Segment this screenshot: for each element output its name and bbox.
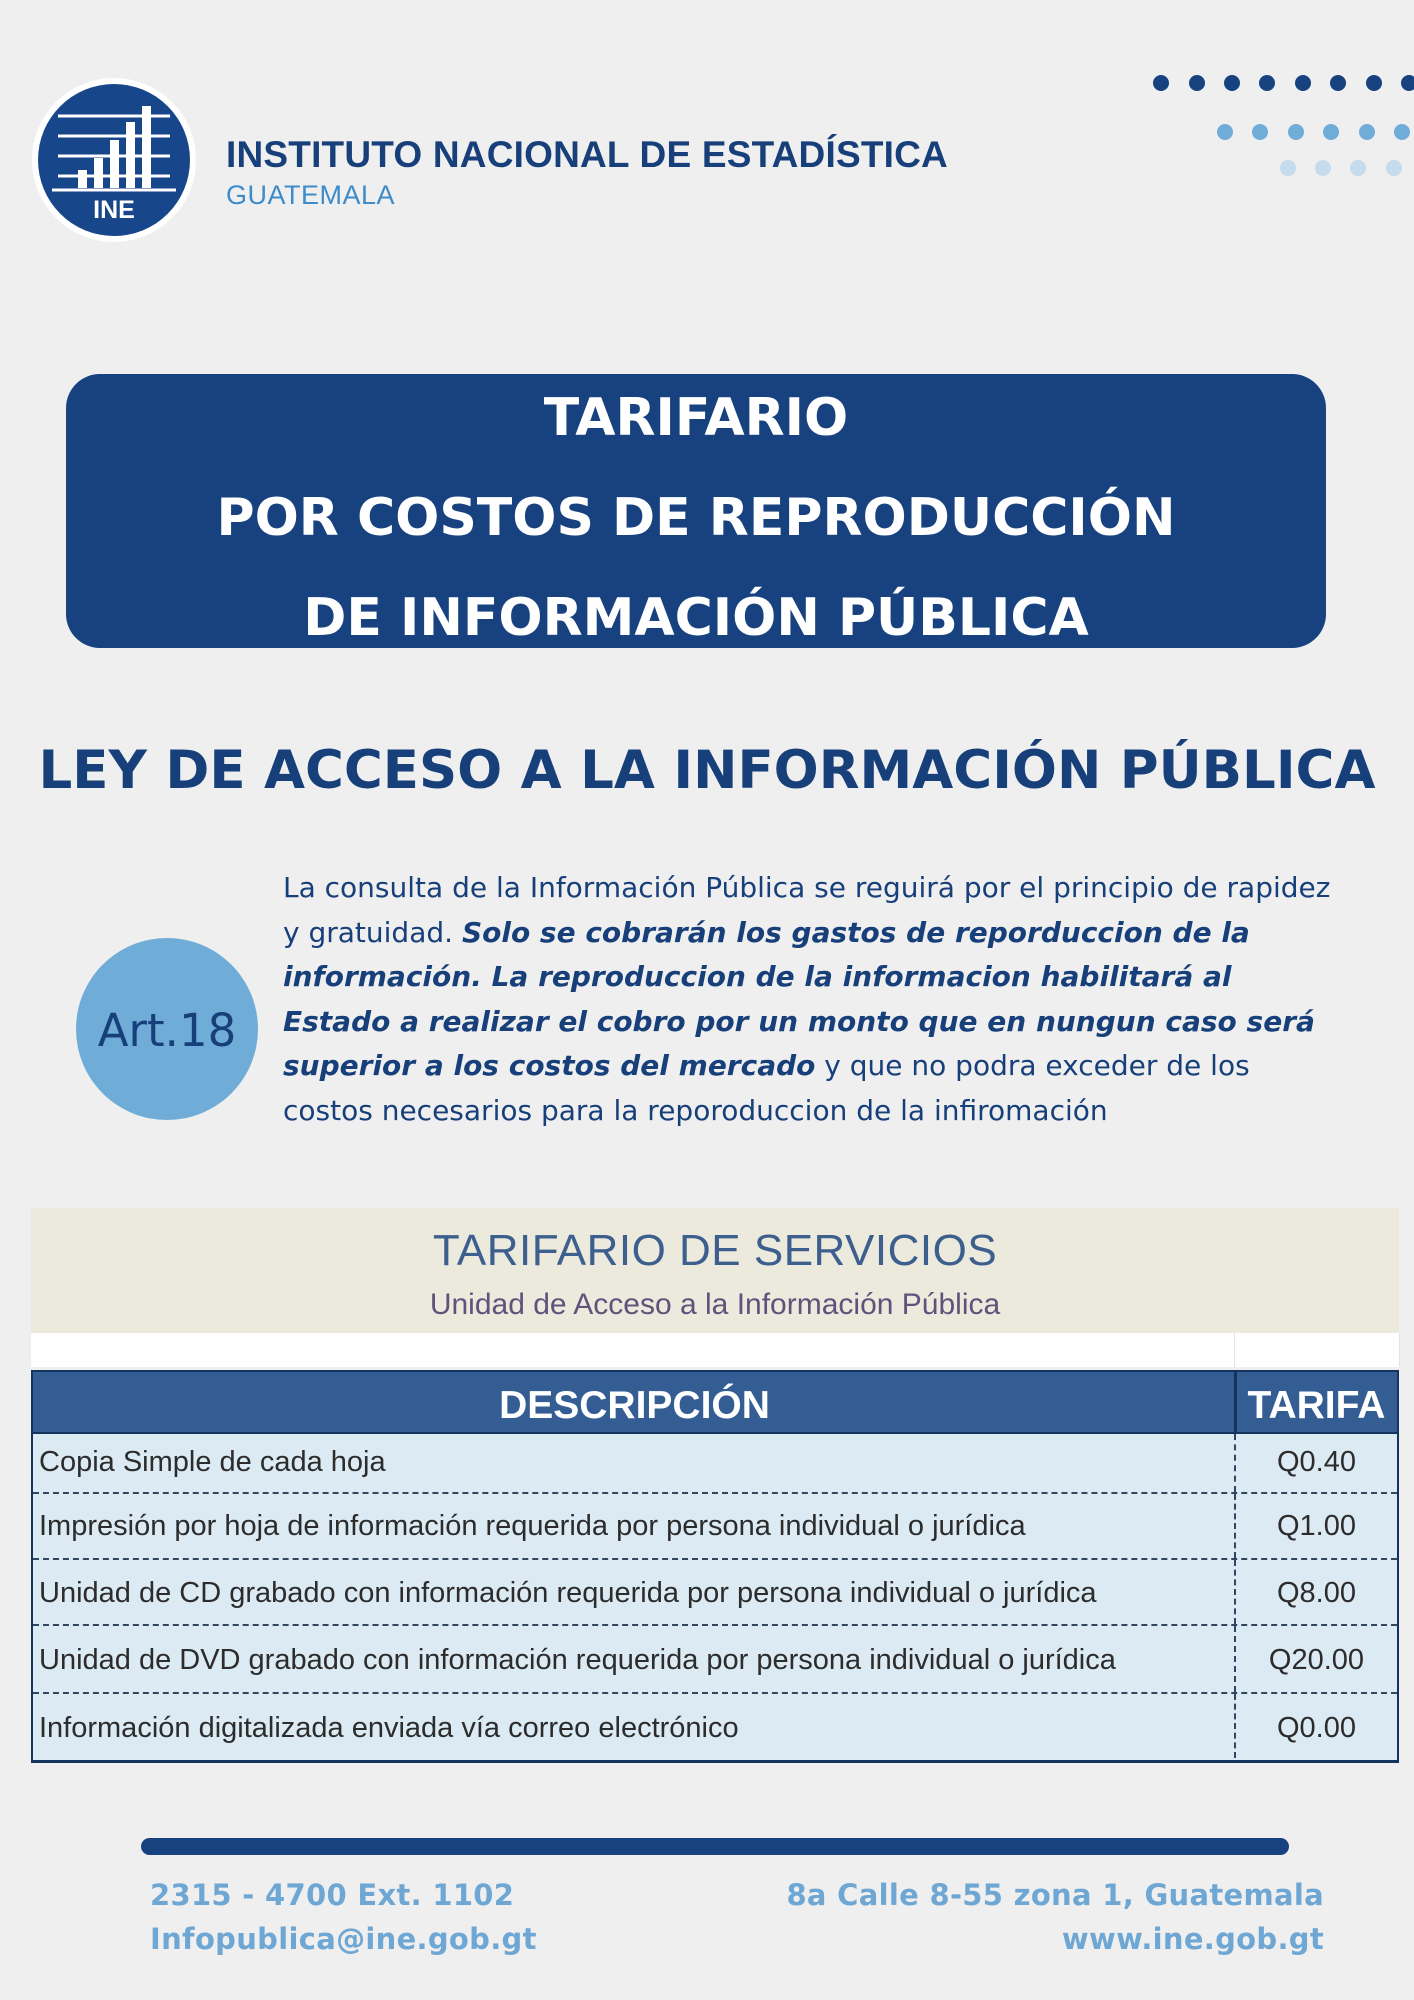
- banner-line-2: POR COSTOS DE REPRODUCCIÓN: [216, 488, 1176, 548]
- table-row: [33, 1434, 1397, 1494]
- org-country: GUATEMALA: [226, 180, 396, 210]
- article-text-emphasis: Solo se cobrarán los gastos de reporduccion de la información. La reproduccion de la informacion habilitará al Estado a realizar el cobro por un monto que en nungun caso será superior a los costos del mercado: [283, 915, 1315, 1082]
- tariff-column-header: [31, 1370, 1399, 1432]
- table-row: [33, 1560, 1397, 1626]
- table-row: [33, 1626, 1397, 1694]
- ine-logo-emblem: [38, 84, 190, 236]
- row-rate: Q8.00: [1277, 1577, 1356, 1609]
- table-row: [33, 1494, 1397, 1560]
- row-rate: Q0.40: [1277, 1446, 1356, 1478]
- footer-website[interactable]: www.ine.gob.gt: [1061, 1922, 1324, 1956]
- decorative-dots-icon: [1140, 66, 1414, 186]
- tariff-body: [31, 1432, 1399, 1763]
- tariff-header: [31, 1208, 1399, 1333]
- footer-email[interactable]: Infopublica@ine.gob.gt: [150, 1922, 537, 1956]
- article-label: Art.18: [97, 1004, 237, 1057]
- banner-line-1: TARIFARIO: [543, 388, 849, 448]
- row-description: Unidad de CD grabado con información requerida por persona individual o jurídica: [39, 1577, 1097, 1609]
- tariff-spacer-row: [31, 1333, 1400, 1367]
- article-text-part2: y que no podra exceder de los costos necesarios para la reporoduccion de la infiromación: [283, 1049, 1250, 1127]
- footer-address: 8a Calle 8-55 zona 1, Guatemala: [786, 1878, 1324, 1912]
- tariff-subtitle: Unidad de Acceso a la Información Pública: [429, 1288, 1001, 1321]
- row-description: Información digitalizada enviada vía correo electrónico: [39, 1712, 739, 1744]
- law-title: LEY DE ACCESO A LA INFORMACIÓN PÚBLICA: [38, 740, 1376, 801]
- table-row: [33, 1694, 1397, 1758]
- footer-phone: 2315 - 4700 Ext. 1102: [150, 1878, 515, 1912]
- logo-text: INE: [93, 196, 135, 224]
- row-description: Unidad de DVD grabado con información requerida por persona individual o jurídica: [39, 1644, 1116, 1676]
- tariff-table: [31, 1208, 1399, 1762]
- banner-line-3: DE INFORMACIÓN PÚBLICA: [303, 588, 1089, 648]
- tariff-title: TARIFARIO DE SERVICIOS: [432, 1226, 998, 1275]
- article-text: [283, 866, 1343, 1133]
- column-description: DESCRIPCIÓN: [499, 1384, 770, 1427]
- ine-logo: [32, 78, 196, 242]
- row-description: Copia Simple de cada hoja: [39, 1446, 386, 1478]
- footer-divider: [141, 1838, 1289, 1855]
- column-rate: TARIFA: [1247, 1384, 1386, 1427]
- row-rate: Q0.00: [1277, 1712, 1356, 1744]
- article-text-part1: La consulta de la Información Pública se reguirá por el principio de rapidez y gratuidad.: [283, 871, 1331, 949]
- row-rate: Q20.00: [1268, 1644, 1365, 1676]
- title-banner: [66, 374, 1326, 648]
- row-description: Impresión por hoja de información requerida por persona individual o jurídica: [39, 1510, 1026, 1542]
- row-rate: Q1.00: [1277, 1510, 1356, 1542]
- org-name: INSTITUTO NACIONAL DE ESTADÍSTICA: [226, 134, 948, 175]
- article-badge: [76, 938, 258, 1120]
